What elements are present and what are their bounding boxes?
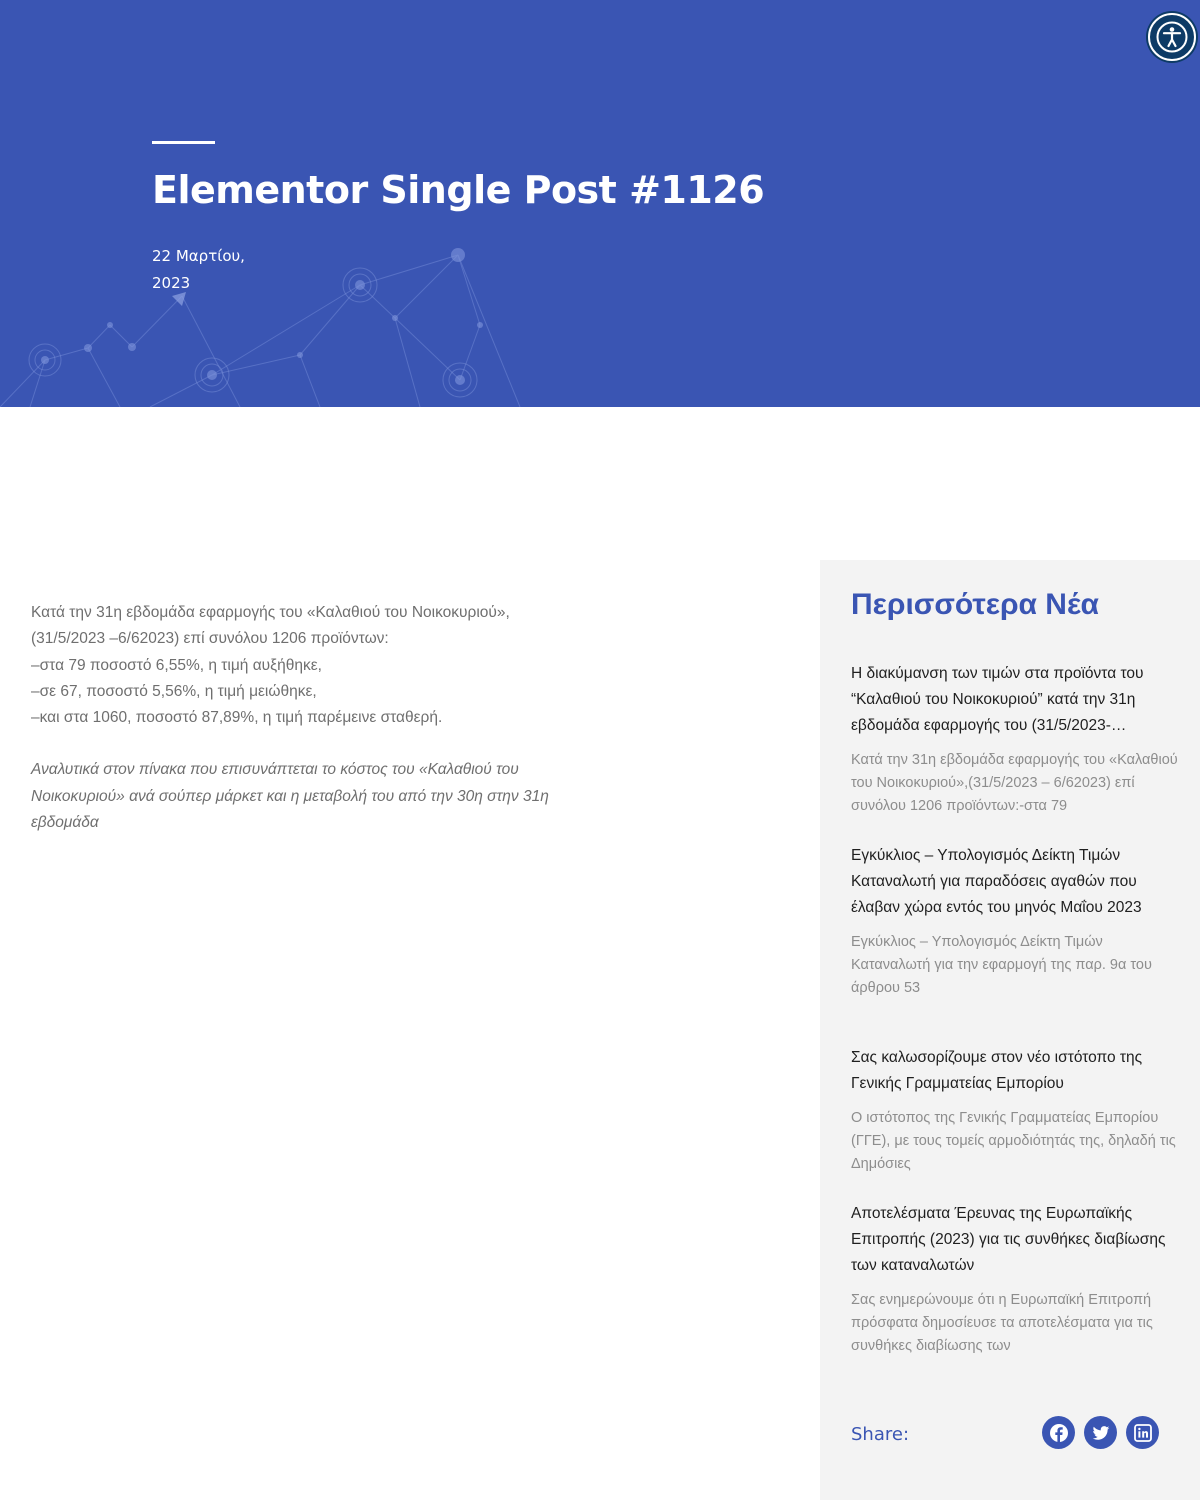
article-attachment-note: Αναλυτικά στον πίνακα που επισυνάπτεται το κόστος του «Καλαθιού του Νοικοκυριού» ανά σούπερ μάρκετ και η μεταβολή του από την 30η στην 31η εβδομάδα [31, 761, 549, 832]
post-date-day: 22 Μαρτίου, [152, 247, 245, 265]
post-date [152, 243, 262, 297]
news-item-title[interactable]: Αποτελέσματα Έρευνας της Ευρωπαϊκής Επιτροπής (2023) για τις συνθήκες διαβίωσης των καταναλωτών [851, 1205, 1166, 1274]
article-line: –στα 79 ποσοστό 6,55%, η τιμή αυξήθηκε, [31, 656, 322, 674]
facebook-icon [1049, 1423, 1069, 1443]
article-line: (31/5/2023 –6/62023) επί συνόλου 1206 προϊόντων: [31, 630, 389, 648]
news-item [851, 843, 1181, 1000]
news-item-excerpt: Εγκύκλιος – Υπολογισμός Δείκτη Τιμών Καταναλωτή για την εφαρμογή της παρ. 9α του άρθρου 53 [851, 934, 1152, 996]
news-item [851, 1045, 1181, 1176]
share-label: Share: [851, 1424, 910, 1445]
more-news-sidebar [820, 560, 1200, 1500]
news-item-title[interactable]: Εγκύκλιος – Υπολογισμός Δείκτη Τιμών Καταναλωτή για παραδόσεις αγαθών που έλαβαν χώρα εντός του μηνός Μαΐου 2023 [851, 847, 1142, 916]
sidebar-title: Περισσότερα Νέα [851, 588, 1099, 621]
post-date-year: 2023 [152, 274, 191, 292]
news-item-title[interactable]: Η διακύμανση των τιμών στα προϊόντα του “Καλαθιού του Νοικοκυριού” κατά την 31η εβδομάδα εφαρμογής του (31/5/2023-… [851, 665, 1144, 734]
news-item-title[interactable]: Σας καλωσορίζουμε στον νέο ιστότοπο της Γενικής Γραμματείας Εμπορίου [851, 1049, 1143, 1092]
twitter-icon [1091, 1423, 1111, 1443]
linkedin-icon [1134, 1424, 1152, 1442]
page-title: Elementor Single Post #1126 [152, 168, 765, 212]
share-twitter-button[interactable] [1084, 1416, 1117, 1449]
article-body [31, 600, 591, 836]
news-item [851, 1201, 1181, 1358]
article-line: –και στα 1060, ποσοστό 87,89%, η τιμή παρέμεινε σταθερή. [31, 709, 443, 727]
article-line: –σε 67, ποσοστό 5,56%, η τιμή μειώθηκε, [31, 682, 317, 700]
title-accent-line [152, 141, 215, 144]
news-item-excerpt: Κατά την 31η εβδομάδα εφαρμογής του «Καλαθιού του Νοικοκυριού»,(31/5/2023 – 6/62023) επί συνόλου 1206 προϊόντων:-στα 79 [851, 752, 1178, 814]
share-linkedin-button[interactable] [1126, 1416, 1159, 1449]
news-item-excerpt: Σας ενημερώνουμε ότι η Ευρωπαϊκή Επιτροπή πρόσφατα δημοσίευσε τα αποτελέσματα για τις συνθήκες διαβίωσης των [851, 1292, 1153, 1354]
hero-banner [0, 0, 1200, 407]
share-facebook-button[interactable] [1042, 1416, 1075, 1449]
accessibility-icon [1155, 20, 1189, 54]
news-item-excerpt: Ο ιστότοπος της Γενικής Γραμματείας Εμπορίου (ΓΓΕ), με τους τομείς αρμοδιότητάς της, δηλαδή τις Δημόσιες [851, 1110, 1176, 1172]
article-line: Κατά την 31η εβδομάδα εφαρμογής του «Καλαθιού του Νοικοκυριού», [31, 604, 510, 621]
accessibility-button[interactable] [1148, 13, 1196, 61]
news-item [851, 661, 1181, 816]
